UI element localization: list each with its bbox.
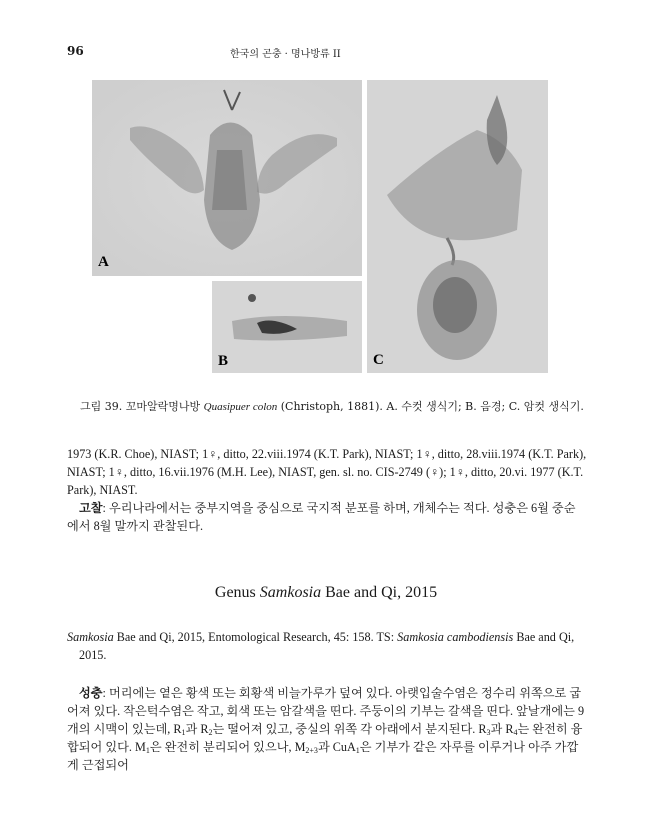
genus-heading [0,584,652,602]
subscript: 2 [208,728,213,737]
adult-description-paragraph [67,684,587,774]
description-text: 과 R [490,722,514,736]
subscript: 1 [145,746,150,755]
genus-suffix: Bae and Qi, 2015 [321,584,438,601]
panel-label-c: C [373,352,384,368]
synonymy-paragraph [67,628,599,664]
figure-panel-b-aedeagus [212,281,362,373]
description-text: 는 떨어져 있고, 중실의 위쪽 각 아래에서 분지된다. R [212,722,487,736]
description-text: 과 R [185,722,209,736]
figure-panel-a-male-genitalia [92,80,362,276]
genus-prefix: Genus [214,584,260,601]
genus-name: Samkosia [259,584,322,601]
description-text: 은 기부가 같은 자루를 이루거나 아주 가깝게 근접되어 [67,740,579,772]
subscript: 3 [486,728,491,737]
subscript: 1 [355,746,360,755]
description-text: 은 완전히 분리되어 있으나, M [149,740,306,754]
subscript: 2+3 [305,746,318,755]
running-title: 한국의 곤충 · 명나방류 II [230,49,341,60]
caption-species: Quasipuer colon [203,401,278,413]
subscript: 1 [181,728,186,737]
description-label: 성충 [79,686,103,700]
subscript: 4 [513,728,518,737]
panel-label-a: A [98,254,109,270]
figure-panel-c-female-genitalia [367,80,548,373]
synonymy-genus: Samkosia [67,630,114,644]
panel-label-b: B [218,353,229,369]
synonymy-tail: Bae and Qi, 2015. [79,630,575,662]
remarks-text: : 우리나라에서는 중부지역을 중심으로 국지적 분포를 하며, 개체수는 적다. 성충은 6월 중순에서 8월 말까지 관찰된다. [67,501,576,533]
remarks-label: 고찰 [79,501,103,515]
remarks-paragraph [67,499,587,535]
material-examined-text: 1973 (K.R. Choe), NIAST; 1♀, ditto, 22.viii.1974 (K.T. Park), NIAST; 1♀, ditto, 28.viii.1974 (K.T. Park), NIAST; 1♀, ditto, 16.vii.1976 (M.H. Lee), NIAST, gen. sl. no. CIS-2749 (♀); 1♀, ditto, 20.vi. 1977 (K.T. Park), NIAST. [67,447,587,497]
female-genitalia-photo [367,80,548,373]
description-text: 는 완전히 융합되어 있다. M [67,722,583,754]
figure-caption [80,398,600,414]
caption-suffix: (Christoph, 1881). A. 수컷 생식기; B. 음경; C. 암컷 생식기. [277,400,584,413]
caption-prefix: 그림 39. 꼬마알락명나방 [80,400,204,413]
synonymy-type-species: Samkosia cambodiensis [397,630,514,644]
page-number: 96 [67,44,84,58]
aedeagus-photo [212,281,362,373]
male-genitalia-photo [92,80,362,276]
synonymy-citation: Bae and Qi, 2015, Entomological Research, 45: 158. TS: [113,630,398,644]
description-text: 과 CuA [317,740,356,754]
description-text: : 머리에는 옅은 황색 또는 회황색 비늘가루가 덮여 있다. 아랫입술수염은 정수리 위쪽으로 굽어져 있다. 작은턱수염은 작고, 회색 또는 암갈색을 띤다. 주둥이의 기부는 갈색을 띤다. 앞날개에는 9개의 시맥이 있는데, R [67,686,585,736]
